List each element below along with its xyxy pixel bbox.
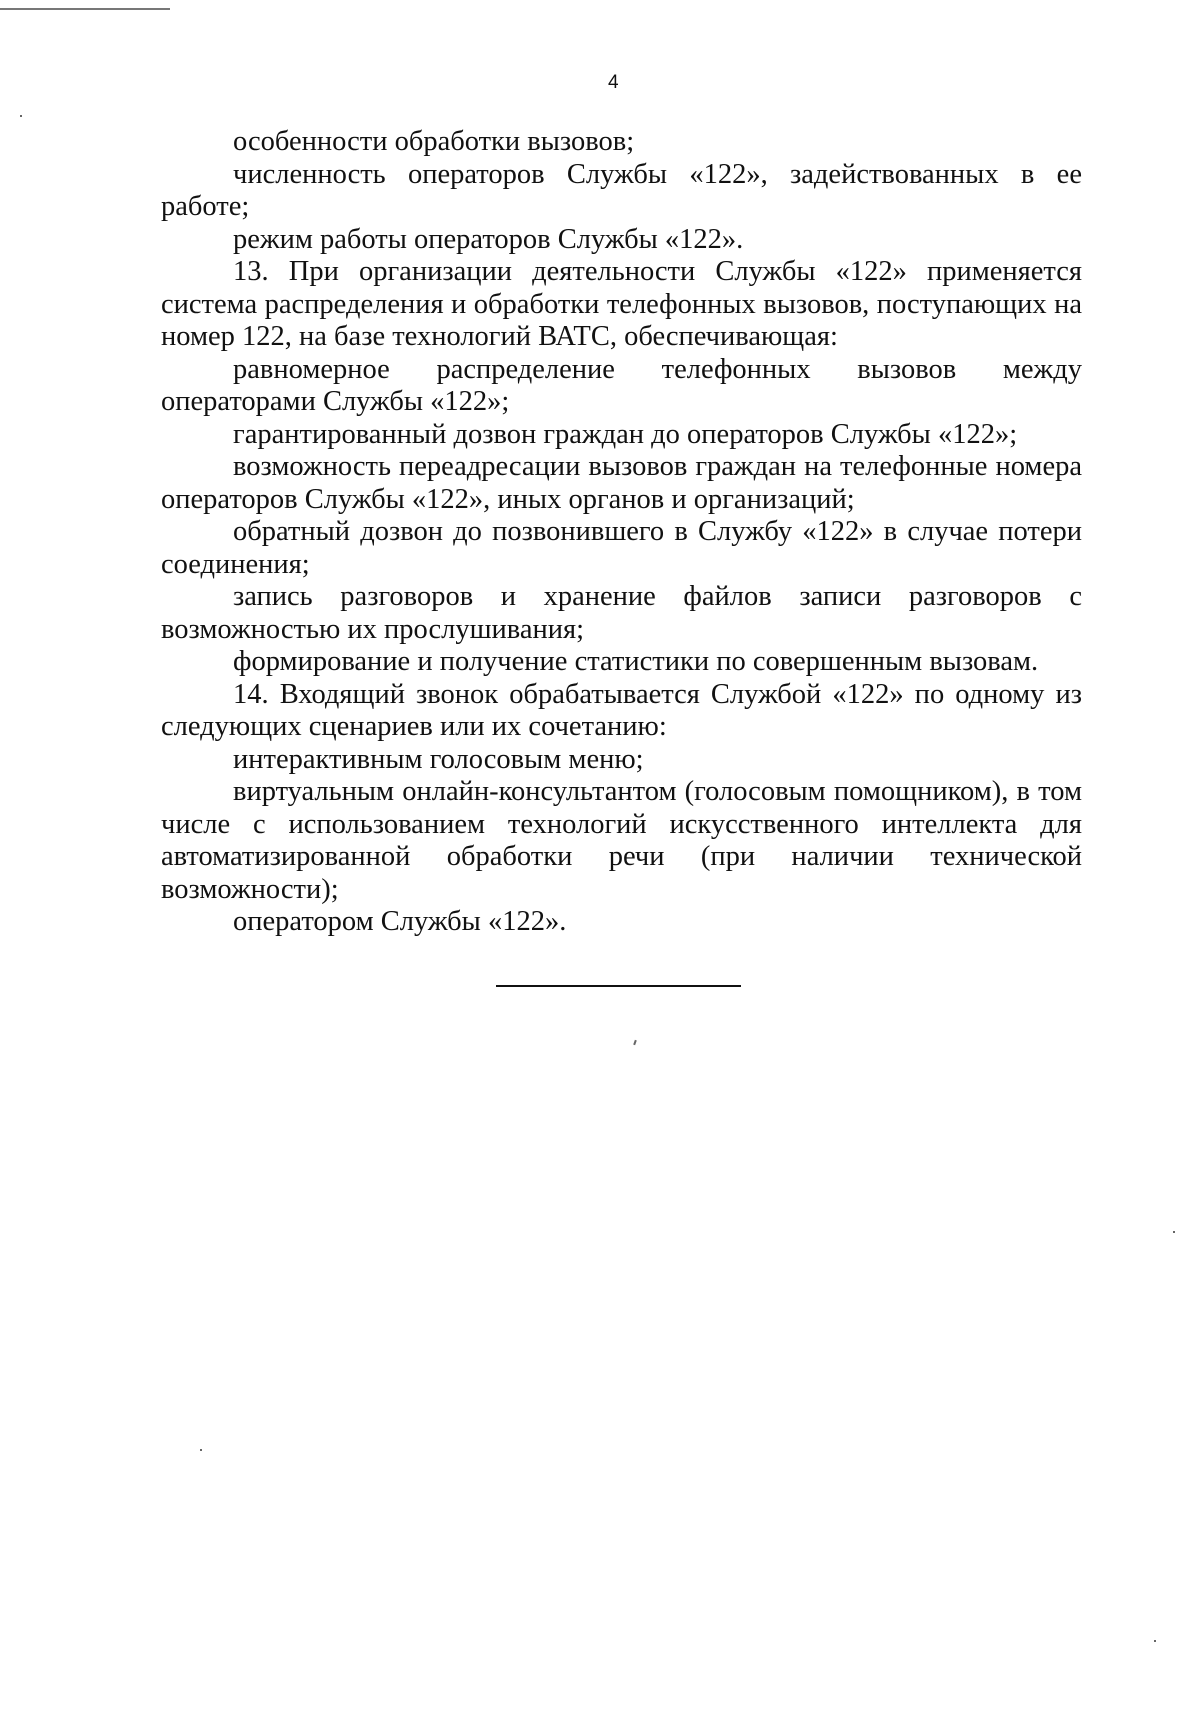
scan-speck [1173,1231,1175,1233]
paragraph-recording: запись разговоров и хранение файлов записи разговоров с возможностью их прослушивания; [161,581,1082,645]
paragraph-statistics: формирование и получение статистики по совершенным вызовам. [233,646,1039,677]
paragraph-virtual-assistant: виртуальным онлайн-консультантом (голосовым помощником), в том числе с использованием технологий искусственного интеллекта для автоматизированной обработки речи (при наличии технической возможности); [161,776,1082,905]
paragraph-ivr: интерактивным голосовым меню; [233,743,644,775]
paragraph-13: 13. При организации деятельности Службы «122» применяется система распределения и обработки телефонных вызовов, поступающих на номер 122, на базе технологий ВАТС, обеспечивающая: [161,256,1082,352]
page-number: 4 [608,72,619,93]
scan-speck [20,115,22,117]
paragraph-distribution: равномерное распределение телефонных вызовов между операторами Службы «122»; [161,353,1082,417]
paragraph-1: особенности обработки вызовов; [233,126,635,157]
scan-speck [1154,1640,1156,1642]
paragraph-2: численность операторов Службы «122», задействованных в ее работе; [161,158,1082,222]
scan-speck [200,1449,202,1451]
scan-edge-mark [0,8,170,10]
paragraph-3: режим работы операторов Службы «122». [233,223,744,255]
paragraph-14: 14. Входящий звонок обрабатывается Службой «122» по одному из следующих сценариев или их сочетанию: [161,678,1082,742]
document-body [161,126,1082,939]
paragraph-guaranteed-call: гарантированный дозвон граждан до операторов Службы «122»; [233,418,1018,450]
paragraph-operator: оператором Службы «122». [233,906,567,937]
end-divider [496,985,741,987]
paragraph-forwarding: возможность переадресации вызовов граждан на телефонные номера операторов Службы «122», иных органов и организаций; [161,451,1082,515]
scan-speck [633,1040,637,1045]
paragraph-callback: обратный дозвон до позвонившего в Службу «122» в случае потери соединения; [161,516,1082,580]
